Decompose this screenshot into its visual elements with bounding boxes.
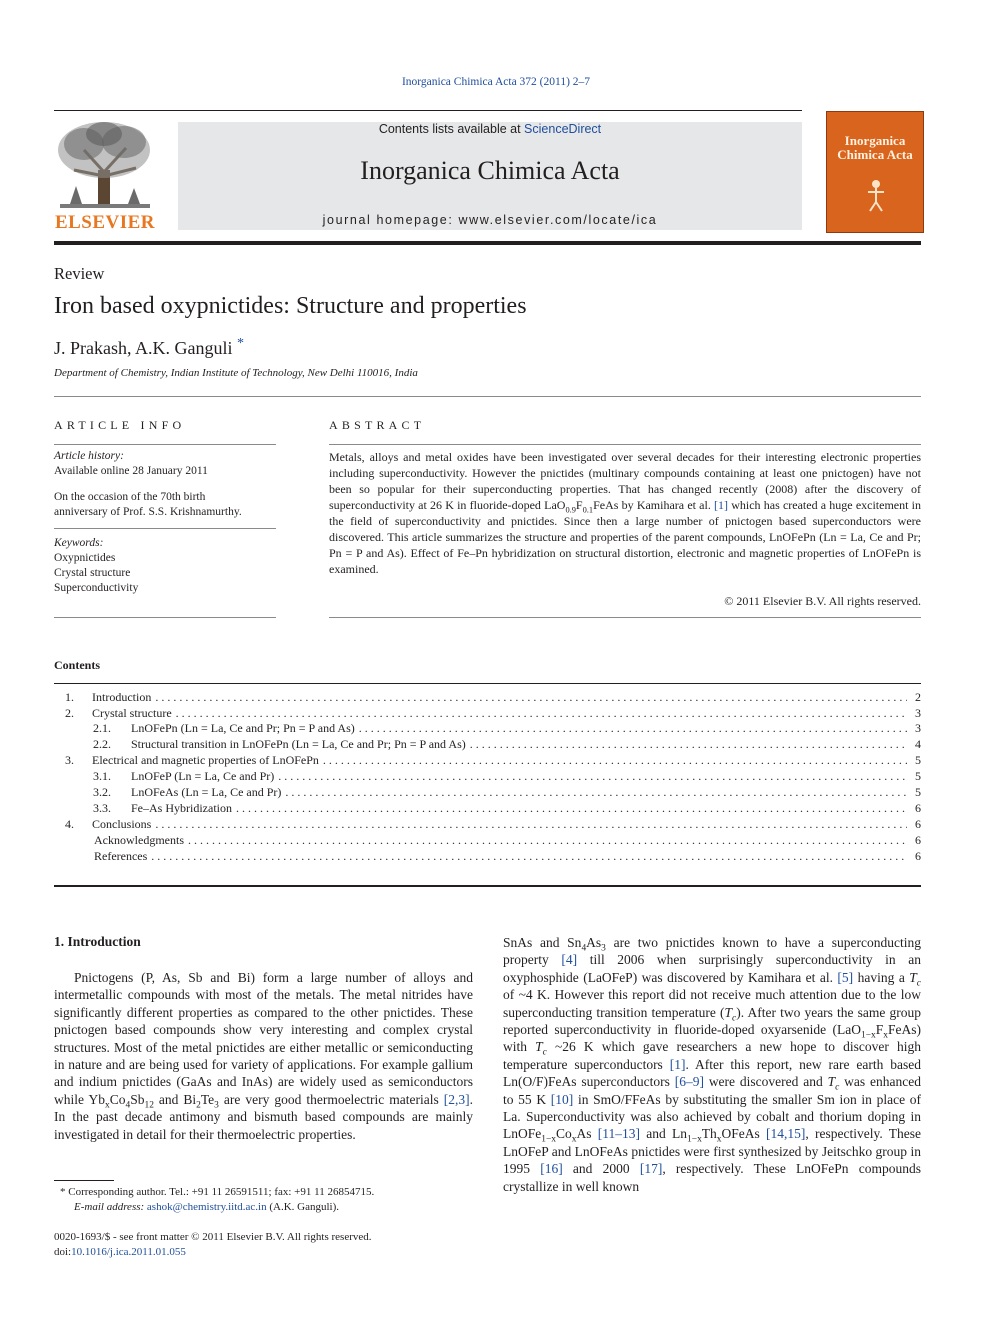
header-rule: [54, 110, 802, 111]
cover-figure-icon: [865, 178, 887, 212]
ref-link[interactable]: [17]: [639, 1161, 663, 1177]
toc-entry[interactable]: 2.2. Structural transition in LnOFePn (Ln = La, Ce and Pr; Pn = P and As) . . . 4: [54, 737, 921, 752]
article-info-heading: ARTICLE INFO: [54, 418, 186, 432]
occasion-note: [54, 490, 276, 520]
title-rule: [54, 396, 921, 397]
abstract-copyright: © 2011 Elsevier B.V. All rights reserved.: [724, 594, 921, 608]
cover-title: Inorganica Chimica Acta: [837, 133, 913, 162]
author-list: [54, 336, 244, 359]
email-tail: (A.K. Ganguli).: [266, 1201, 340, 1213]
keywords-label: Keywords:: [54, 537, 104, 549]
keyword: Crystal structure: [54, 567, 131, 579]
occasion-line-2: anniversary of Prof. S.S. Krishnamurthy.: [54, 506, 242, 518]
intro-column-1: Pnictogens (P, As, Sb and Bi) form a large number of alloys and intermetallic compounds with most of the metals. The metal nitrides have significantly different properties as compared to the other pnictides. These pnictogen based compounds show very interesting and complex crystal structures. Most of the metal pnictides are either metallic or semiconducting in nature and are being used for variety of applications. For example gallium and indium pnictides (GaAs and InAs) are widely used as semiconductors while $Yb_xCo_4Sb_{12}$ and $Bi_2Te_3$ are very good thermoelectric materials [2,3]. In the past decade antimony and bismuth based compounds are mainly investigated in detail for their thermoelectric properties.: [54, 970, 473, 1142]
article-info-rule: [54, 444, 276, 445]
occasion-line-1: On the occasion of the 70th birth: [54, 491, 206, 503]
footnote-contact: Corresponding author. Tel.: +91 11 26591511; fax: +91 11 26854715.: [65, 1186, 375, 1198]
ref-link[interactable]: [11–13]: [597, 1126, 641, 1142]
corresponding-author-marker[interactable]: *: [237, 336, 244, 351]
affiliation: Department of Chemistry, Indian Institute of Technology, New Delhi 110016, India: [54, 367, 418, 379]
front-matter-info: [54, 1230, 534, 1260]
toc-entry[interactable]: Acknowledgments . . . 6: [54, 833, 921, 848]
intro-column-2: SnAs and $Sn_4As_3$ are two pnictides known to have a superconducting property [4] till 2006 when surprisingly superconductivity in an oxyphosphide (LaOFeP) was discovered by Kamihara et al. [5] having a $T_c$ of ~4 K. However this report did not receive much attention due to the low superconducting transition temperature $(T_c)$. After two years the same group reported superconductivity in fluoride-doped oxyarsenide $(LaO_{1-x}F_xFeAs)$ with $T_c$ ~26 K which gave researchers a new hope to discover high temperature superconductors [1]. After this report, new rare earth based Ln(O/F)FeAs superconductors [6–9] were discovered and $T_c$ was enhanced to 55 K [10] in SmO/FFeAs by substituting the smaller Sm ion in place of La. Superconductivity was also achieved by cobalt and thorium doping in $LnOFe_{1-x}Co_xAs$ [11–13] and $Ln_{1-x}Th_xOFeAs$ [14,15], respectively. These LnOFeP and LnOFeAs pnictides were first synthesized by Jeitschko group in 1995 [16] and 2000 [17], respectively. These LnOFePn compounds crystallize in well known: [503, 935, 922, 1194]
article-info-bottom-rule: [54, 617, 276, 618]
doi-link[interactable]: 10.1016/j.ica.2011.01.055: [71, 1246, 186, 1258]
abstract-heading: ABSTRACT: [329, 418, 426, 432]
abstract-rule: [329, 444, 921, 445]
elsevier-wordmark[interactable]: ELSEVIER: [54, 212, 156, 233]
abstract-bottom-rule: [329, 617, 921, 618]
history-label: Article history:: [54, 450, 124, 462]
header-thick-rule: [54, 241, 921, 245]
toc-entry[interactable]: 1. Introduction . . . 2: [54, 690, 921, 705]
ref-link[interactable]: [1]: [669, 1056, 686, 1072]
email-link[interactable]: ashok@chemistry.iitd.ac.in: [146, 1201, 267, 1213]
contents-available-line: [178, 122, 802, 136]
toc-entry[interactable]: 2. Crystal structure . . . 3: [54, 706, 921, 721]
ref-link[interactable]: [16]: [540, 1161, 563, 1177]
contents-heading: Contents: [54, 658, 101, 672]
sciencedirect-link[interactable]: ScienceDirect: [524, 122, 602, 136]
available-online: Available online 28 January 2011: [54, 465, 208, 477]
corresponding-author-footnote: [60, 1185, 480, 1215]
authors-text: J. Prakash, A.K. Ganguli: [54, 338, 233, 358]
doi-label: doi:: [54, 1246, 72, 1258]
contents-prefix: Contents lists available at: [378, 122, 525, 136]
toc-entry[interactable]: 3.2. LnOFeAs (Ln = La, Ce and Pr) . . . 5: [54, 785, 921, 800]
article-title: Iron based oxypnictides: Structure and properties: [54, 293, 527, 319]
footnote-rule: [54, 1180, 114, 1181]
email-label: E-mail address:: [74, 1201, 147, 1213]
ref-link[interactable]: [4]: [561, 952, 578, 968]
ref-link[interactable]: [10]: [550, 1091, 574, 1107]
journal-citation[interactable]: Inorganica Chimica Acta 372 (2011) 2–7: [401, 76, 591, 88]
intro-heading: 1. Introduction: [54, 934, 141, 949]
ref-link[interactable]: [6–9]: [674, 1074, 704, 1090]
toc-entry[interactable]: 2.1. LnOFePn (Ln = La, Ce and Pr; Pn = P and As) . . . 3: [54, 721, 921, 736]
article-type: Review: [54, 264, 105, 283]
article-history: [54, 449, 276, 479]
contents-top-rule: [54, 683, 921, 684]
toc-entry[interactable]: 3.3. Fe–As Hybridization . . . 6: [54, 801, 921, 816]
issn-line: 0020-1693/$ - see front matter © 2011 Elsevier B.V. All rights reserved.: [54, 1231, 372, 1243]
journal-cover[interactable]: [826, 111, 924, 233]
keyword: Superconductivity: [54, 582, 139, 594]
elsevier-tree-logo: [54, 120, 156, 212]
keywords-block: [54, 536, 276, 596]
keyword: Oxypnictides: [54, 552, 116, 564]
journal-name: Inorganica Chimica Acta: [360, 156, 620, 185]
contents-bottom-rule: [54, 885, 921, 887]
ref-link[interactable]: [1]: [714, 498, 729, 512]
toc-entry[interactable]: 3.1. LnOFeP (Ln = La, Ce and Pr) . . . 5: [54, 769, 921, 784]
ref-link[interactable]: [2,3]: [443, 1091, 470, 1107]
keywords-rule: [54, 528, 276, 529]
footnote-marker: *: [60, 1186, 66, 1198]
toc-entry[interactable]: 4. Conclusions . . . 6: [54, 817, 921, 832]
toc-entry[interactable]: 3. Electrical and magnetic properties of LnOFePn . . . 5: [54, 753, 921, 768]
ref-link[interactable]: [14,15]: [766, 1126, 806, 1142]
abstract-text: Metals, alloys and metal oxides have been investigated over several decades for their interesting electronic properties including superconductivity. However the pnictides (multinary compounds containing at least one pnictogen) have not been so popular for their superconducting properties. That has changed recently (2008) after the discovery of superconductivity at 26 K in fluoride-doped $LaO_{0.9}F_{0.1}FeAs$ by Kamihara et al. [1] which has created a huge excitement in the field of superconductivity and pnictides. Since then a large number of pnictogen based superconductors were discovered. This article summarizes the structure and properties of the parent compounds, LnOFePn (Ln = La, Ce and Pr; Pn = P and As). Effect of Fe–Pn hybridization on structural distortion, electronic and magnetic properties of LnOFePn is examined.: [329, 450, 921, 576]
journal-homepage[interactable]: journal homepage: www.elsevier.com/locate/ica: [322, 213, 658, 227]
toc-entry[interactable]: References . . . 6: [54, 849, 921, 864]
ref-link[interactable]: [5]: [837, 969, 854, 985]
